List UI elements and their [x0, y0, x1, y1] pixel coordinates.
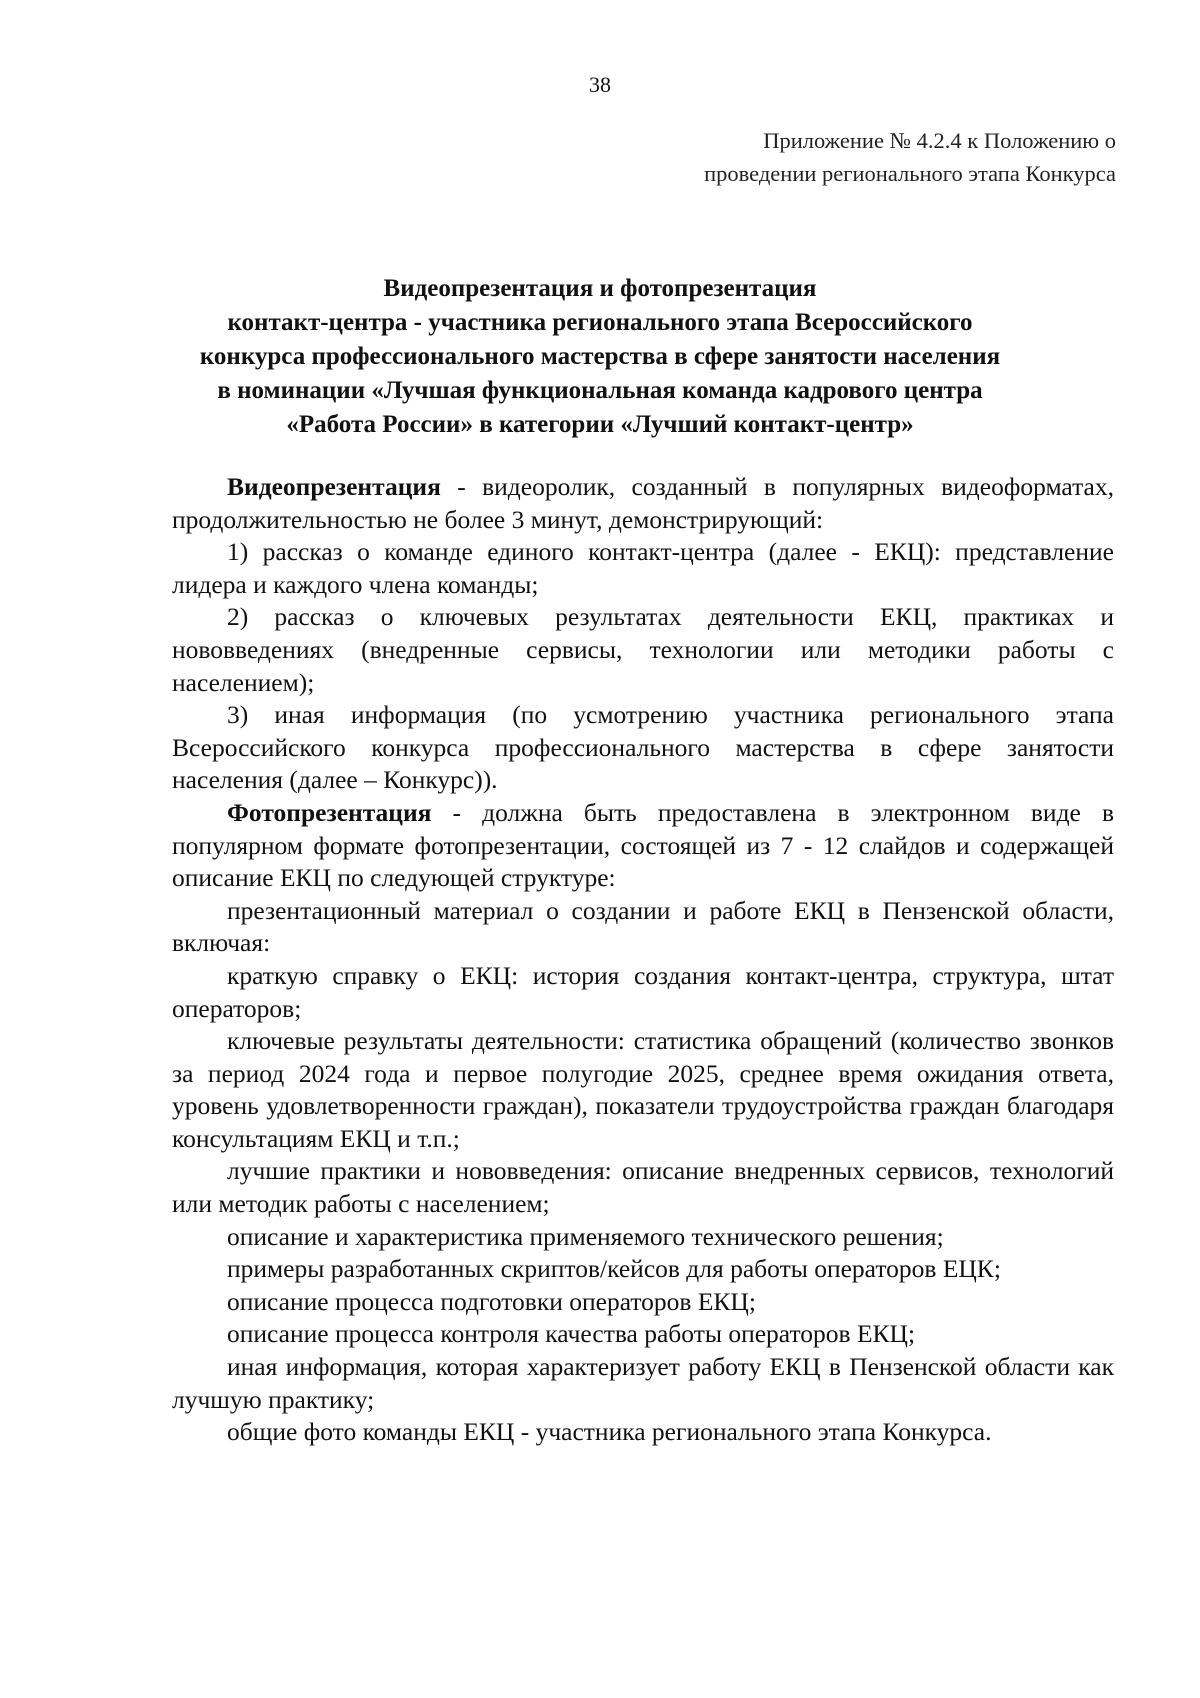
photo-item: описание и характеристика применяемого технического решения; [227, 1221, 944, 1251]
document-body [172, 471, 1114, 1449]
photo-item: лучшие практики и нововведения: описание внедренных сервисов, технологий или методик работы с населением; [172, 1156, 1114, 1219]
video-definition-paragraph [172, 471, 1114, 536]
photo-item: описание процесса подготовки операторов ЕКЦ; [227, 1286, 756, 1316]
photo-term: Фотопрезентация [227, 797, 432, 827]
video-term: Видеопрезентация [227, 472, 441, 501]
title-line-4: в номинации «Лучшая функциональная команда кадрового центра [217, 377, 983, 404]
video-item-1: 1) рассказ о команде единого контакт-центра (далее - ЕКЦ): представление лидера и каждого члена команды; [172, 537, 1114, 599]
title-line-5: «Работа России» в категории «Лучший контакт-центр» [286, 411, 914, 438]
appendix-reference [596, 124, 1116, 190]
title-line-2: контакт-центра - участника регионального этапа Всероссийского [227, 309, 973, 336]
page-number: 38 [589, 72, 611, 97]
video-item-2: 2) рассказ о ключевых результатах деятельности ЕКЦ, практиках и нововведениях (внедренные сервисы, технологии или методики работы с населением); [172, 602, 1114, 697]
title-line-1: Видеопрезентация и фотопрезентация [383, 275, 817, 302]
photo-item: примеры разработанных скриптов/кейсов для работы операторов ЕЦК; [227, 1254, 1001, 1284]
photo-definition-paragraph [172, 797, 1114, 895]
appendix-line-1: Приложение № 4.2.4 к Положению о [763, 128, 1116, 153]
photo-item: краткую справку о ЕКЦ: история создания контакт-центра, структура, штат операторов; [172, 960, 1114, 1023]
photo-definition: - должна быть предоставлена в электронном виде в популярном формате фотопрезентации, состоящей из 7 - 12 слайдов и содержащей описание ЕКЦ по следующей структуре: [172, 797, 1114, 893]
document-title [120, 272, 1080, 442]
photo-item: описание процесса контроля качества работы операторов ЕКЦ; [227, 1319, 916, 1349]
photo-item: общие фото команды ЕКЦ - участника регионального этапа Конкурса. [227, 1417, 992, 1447]
video-definition: - видеоролик, созданный в популярных видеоформатах, продолжительностью не более 3 минут, демонстрирующий: [172, 472, 1114, 534]
appendix-line-2: проведении регионального этапа Конкурса [704, 161, 1116, 186]
photo-item: иная информация, которая характеризует работу ЕКЦ в Пензенской области как лучшую практику; [172, 1352, 1114, 1414]
photo-item: ключевые результаты деятельности: статистика обращений (количество звонков за период 2024 года и первое полугодие 2025, среднее время ожидания ответа, уровень удовлетворенности граждан), показатели трудоустройства граждан благодаря консультациям ЕКЦ и т.п.; [172, 1026, 1114, 1153]
photo-item: презентационный материал о создании и работе ЕКЦ в Пензенской области, включая: [172, 895, 1114, 958]
title-line-3: конкурса профессионального мастерства в сфере занятости населения [199, 343, 1001, 370]
video-item-3: 3) иная информация (по усмотрению участника регионального этапа Всероссийского конкурса профессионального мастерства в сфере занятости населения (далее – Конкурс)). [172, 700, 1114, 795]
